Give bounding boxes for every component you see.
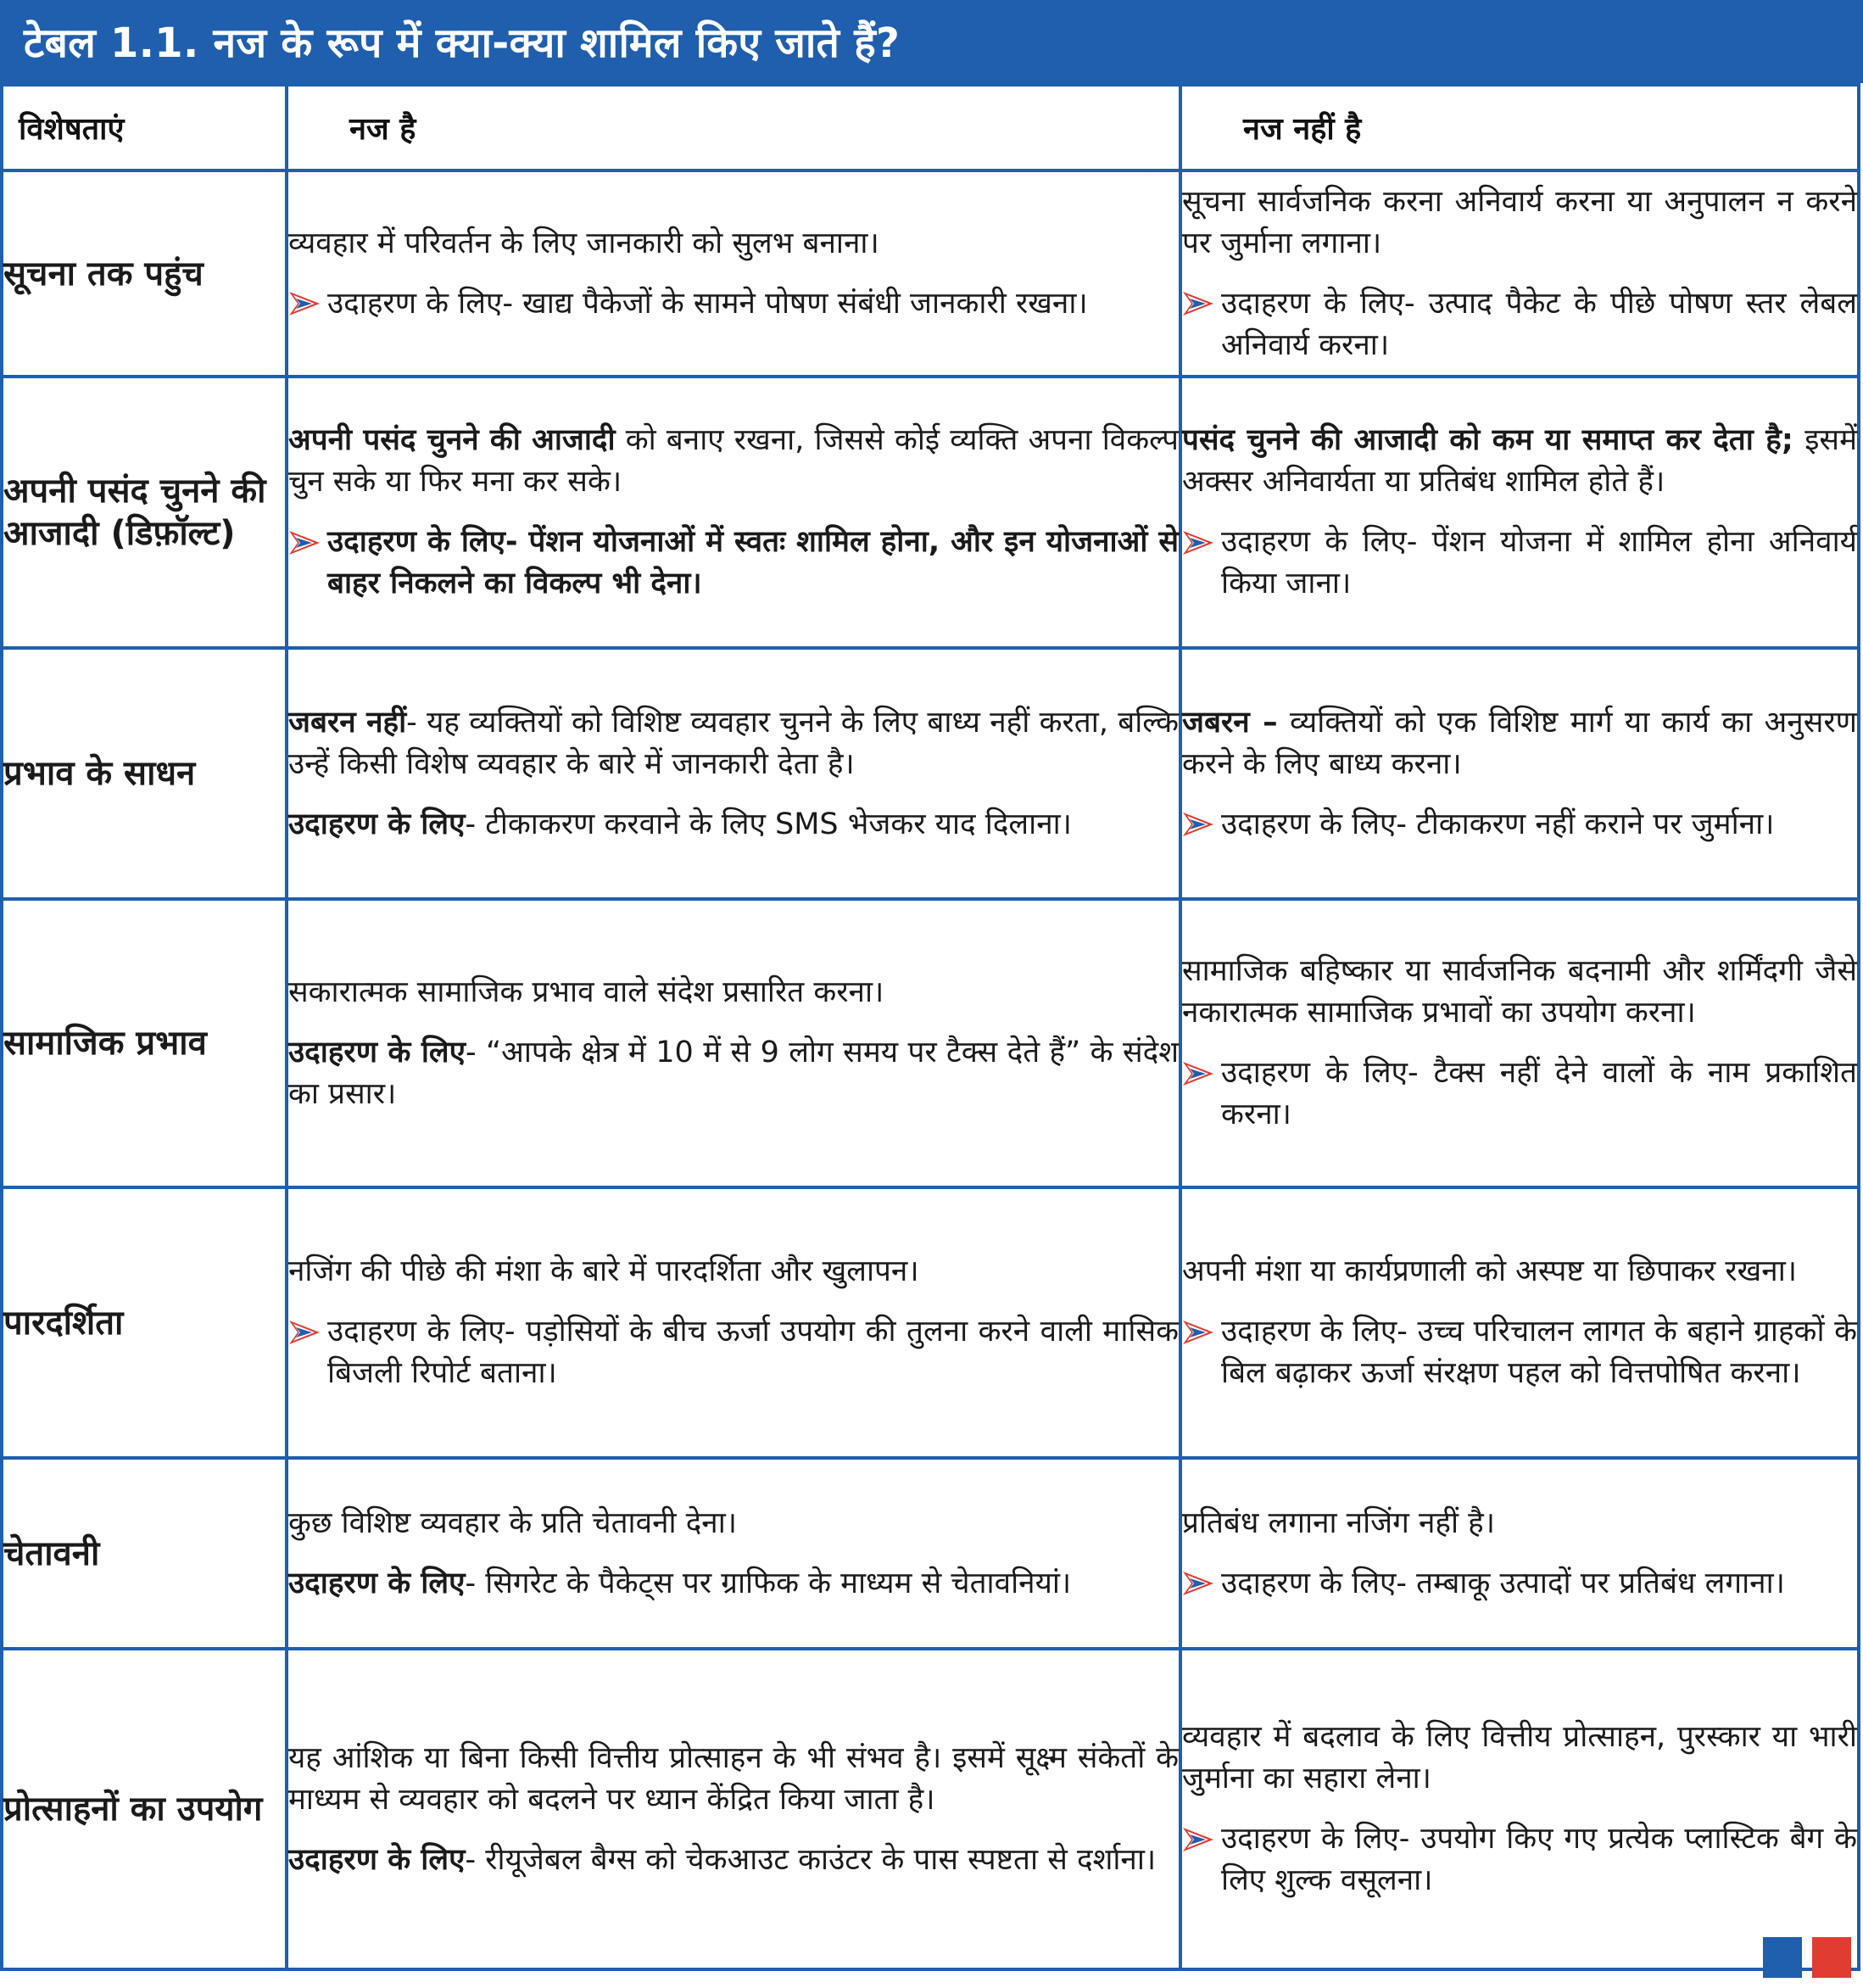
description: नजिंग की पीछे की मंशा के बारे में पारदर्शिता और खुलापन। (288, 1254, 919, 1288)
arrow-bullet-icon (1182, 1311, 1221, 1353)
table-row (2, 899, 1859, 1187)
example-bullet: उदाहरण के लिए- टैक्स नहीं देने वालों के नाम प्रकाशित करना। (1182, 1053, 1857, 1136)
not-nudge-cell (1180, 377, 1859, 648)
is-nudge-cell (287, 1458, 1180, 1649)
not-nudge-cell (1180, 648, 1859, 899)
description: सकारात्मक सामाजिक प्रभाव वाले संदेश प्रसारित करना। (288, 974, 884, 1009)
example-bullet: उदाहरण के लिए- पेंशन योजना में शामिल होना अनिवार्य किया जाना। (1182, 522, 1857, 605)
arrow-bullet-icon (288, 1311, 327, 1353)
example-bullet: उदाहरण के लिए- खाद्य पैकेजों के सामने पोषण संबंधी जानकारी रखना। (288, 283, 1179, 325)
example-bullet: उदाहरण के लिए- पेंशन योजनाओं में स्वतः शामिल होना, और इन योजनाओं से बाहर निकलने का विकल्प भी देना। (288, 522, 1179, 605)
example-bullet: उदाहरण के लिए- उत्पाद पैकेट के पीछे पोषण स्तर लेबल अनिवार्य करना। (1182, 283, 1857, 366)
description: अपनी मंशा या कार्यप्रणाली को अस्पष्ट या छिपाकर रखना। (1182, 1254, 1798, 1288)
feature-cell: अपनी पसंद चुनने की आजादी (डिफ़ॉल्ट) (2, 377, 287, 648)
arrow-bullet-icon (288, 522, 327, 563)
description: सामाजिक बहिष्कार या सार्वजनिक बदनामी और शर्मिंदगी जैसे नकारात्मक सामाजिक प्रभावों का उपयोग करना। (1182, 954, 1857, 1030)
corner-blue-square (1763, 1937, 1802, 1978)
description: पसंद चुनने की आजादी को कम या समाप्त कर देता है; इसमें अक्सर अनिवार्यता या प्रतिबंध शामिल होते हैं। (1182, 423, 1857, 499)
arrow-bullet-icon (1182, 283, 1221, 325)
description: जबरन – व्यक्तियों को एक विशिष्ट मार्ग या कार्य का अनुसरण करने के लिए बाध्य करना। (1182, 705, 1857, 781)
header-feature: विशेषताएं (2, 85, 287, 170)
description: कुछ विशिष्ट व्यवहार के प्रति चेतावनी देना। (288, 1505, 738, 1540)
description: अपनी पसंद चुनने की आजादी को बनाए रखना, जिससे कोई व्यक्ति अपना विकल्प चुन सके या फिर मना कर सके। (288, 423, 1180, 499)
is-nudge-cell (287, 377, 1180, 648)
not-nudge-cell (1180, 899, 1859, 1187)
example: उदाहरण के लिए- “आपके क्षेत्र में 10 में से 9 लोग समय पर टैक्स देते हैं” के संदेश का प्रसार। (288, 1035, 1180, 1111)
arrow-bullet-icon (1182, 522, 1221, 563)
is-nudge-cell (287, 170, 1180, 377)
feature-cell: प्रभाव के साधन (2, 648, 287, 899)
table-row (2, 377, 1859, 648)
is-nudge-cell (287, 899, 1180, 1187)
example-bullet: उदाहरण के लिए- टीकाकरण नहीं कराने पर जुर्माना। (1182, 804, 1857, 846)
table-row (2, 170, 1859, 377)
feature-cell: सूचना तक पहुंच (2, 170, 287, 377)
table-row (2, 1649, 1859, 1969)
header-row (2, 85, 1859, 170)
arrow-bullet-icon (288, 283, 327, 325)
is-nudge-cell (287, 648, 1180, 899)
example-bullet: उदाहरण के लिए- तम्बाकू उत्पादों पर प्रतिबंध लगाना। (1182, 1563, 1857, 1605)
example-bullet: उदाहरण के लिए- उपयोग किए गए प्रत्येक प्लास्टिक बैग के लिए शुल्क वसूलना। (1182, 1818, 1857, 1901)
example: उदाहरण के लिए- रीयूजेबल बैग्स को चेकआउट काउंटर के पास स्पष्टता से दर्शाना। (288, 1842, 1157, 1877)
description: जबरन नहीं- यह व्यक्तियों को विशिष्ट व्यवहार चुनने के लिए बाध्य नहीं करता, बल्कि उन्हें किसी विशेष व्यवहार के बारे में जानकारी देता है। (288, 705, 1179, 781)
not-nudge-cell (1180, 1458, 1859, 1649)
feature-cell: चेतावनी (2, 1458, 287, 1649)
table-row (2, 1458, 1859, 1649)
example-bullet: उदाहरण के लिए- उच्च परिचालन लागत के बहाने ग्राहकों के बिल बढ़ाकर ऊर्जा संरक्षण पहल को वित्तपोषित करना। (1182, 1311, 1857, 1394)
not-nudge-cell (1180, 1187, 1859, 1458)
description: प्रतिबंध लगाना नजिंग नहीं है। (1182, 1505, 1496, 1540)
table-title-bar (0, 0, 1863, 83)
not-nudge-cell (1180, 1649, 1859, 1969)
description: व्यवहार में बदलाव के लिए वित्तीय प्रोत्साहन, पुरस्कार या भारी जुर्माना का सहारा लेना। (1182, 1720, 1857, 1795)
not-nudge-cell (1180, 170, 1859, 377)
table-row (2, 648, 1859, 899)
arrow-bullet-icon (1182, 1563, 1221, 1605)
arrow-bullet-icon (1182, 804, 1221, 846)
description: सूचना सार्वजनिक करना अनिवार्य करना या अनुपालन न करने पर जुर्माना लगाना। (1182, 184, 1857, 260)
is-nudge-cell (287, 1187, 1180, 1458)
feature-cell: प्रोत्साहनों का उपयोग (2, 1649, 287, 1969)
table-row (2, 1187, 1859, 1458)
description: व्यवहार में परिवर्तन के लिए जानकारी को सुलभ बनाना। (288, 226, 879, 260)
is-nudge-cell (287, 1649, 1180, 1969)
example: उदाहरण के लिए- टीकाकरण करवाने के लिए SMS भेजकर याद दिलाना। (288, 807, 1072, 841)
nudge-comparison-table (0, 83, 1860, 1971)
example: उदाहरण के लिए- सिगरेट के पैकेट्स पर ग्राफिक के माध्यम से चेतावनियां। (288, 1566, 1072, 1600)
header-is-nudge: नज है (287, 85, 1180, 170)
feature-cell: सामाजिक प्रभाव (2, 899, 287, 1187)
feature-cell: पारदर्शिता (2, 1187, 287, 1458)
arrow-bullet-icon (1182, 1053, 1221, 1094)
corner-red-square (1812, 1937, 1851, 1978)
header-not-nudge: नज नहीं है (1180, 85, 1859, 170)
example-bullet: उदाहरण के लिए- पड़ोसियों के बीच ऊर्जा उपयोग की तुलना करने वाली मासिक बिजली रिपोर्ट बताना। (288, 1311, 1179, 1394)
arrow-bullet-icon (1182, 1818, 1221, 1860)
table-title: टेबल 1.1. नज के रूप में क्या-क्या शामिल किए जाते हैं? (24, 19, 901, 67)
description: यह आंशिक या बिना किसी वित्तीय प्रोत्साहन के भी संभव है। इसमें सूक्ष्म संकेतों के माध्यम से व्यवहार को बदलने पर ध्यान केंद्रित किया जाता है। (288, 1740, 1179, 1817)
